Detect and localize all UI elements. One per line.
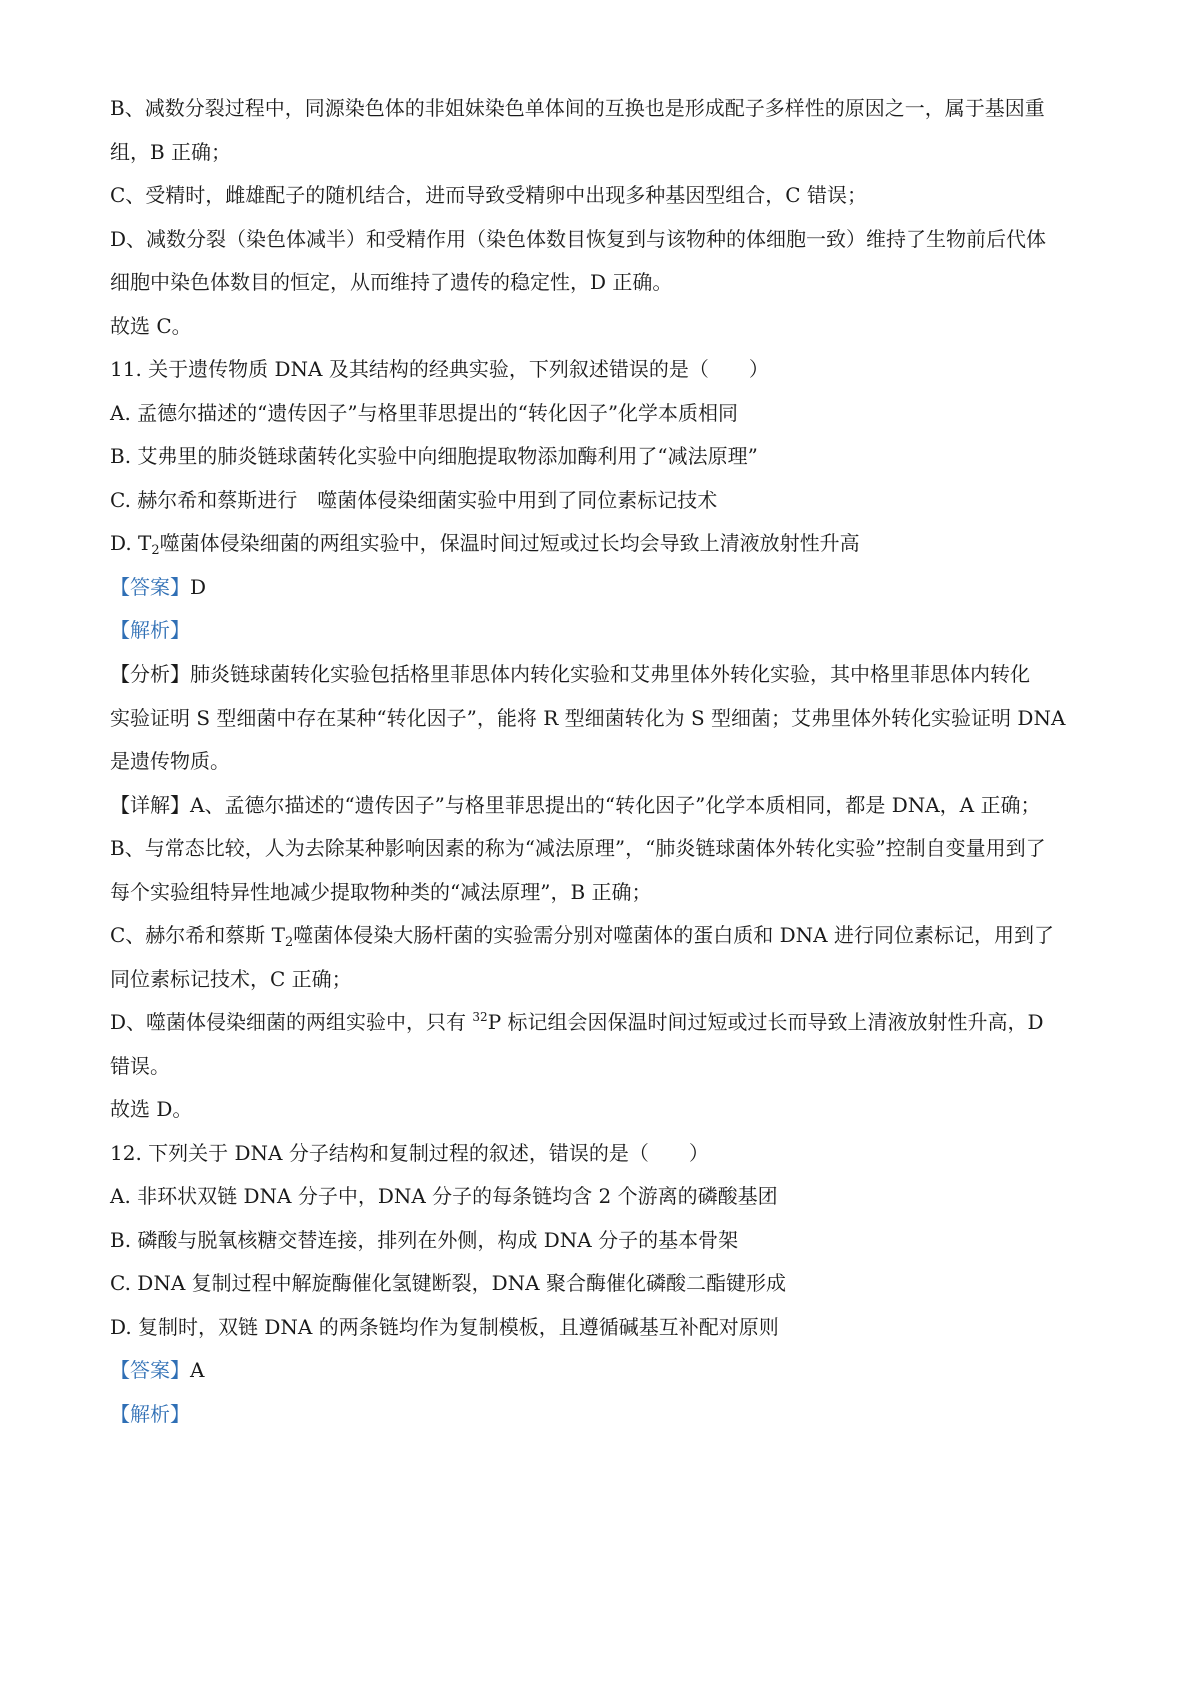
- q12-jiexi-tag: 【解析】: [110, 1402, 190, 1426]
- q11-detail-d-text: P 标记组会因保温时间过短或过长而导致上清液放射性升高，D: [487, 1010, 1044, 1034]
- q11-answer-tag: 【答案】: [110, 575, 190, 599]
- q11-analysis-line2: 实验证明 S 型细菌中存在某种“转化因子”，能将 R 型细菌转化为 S 型细菌；艾弗里体外转化实验证明 DNA: [110, 706, 1066, 730]
- q11-detail-b-line2: 每个实验组特异性地减少提取物种类的“减法原理”，B 正确；: [110, 880, 652, 904]
- q11-detail-c-prefix: C、赫尔希和蔡斯 T: [110, 923, 285, 947]
- q11-choose: 故选 D。: [110, 1097, 193, 1121]
- q11-jiexi-tag: 【解析】: [110, 618, 190, 642]
- q11-detail-d-prefix: D、噬菌体侵染细菌的两组实验中，只有: [110, 1010, 473, 1034]
- q11-answer: [110, 574, 206, 600]
- q11-stem: 11. 关于遗传物质 DNA 及其结构的经典实验，下列叙述错误的是（ ）: [110, 357, 769, 381]
- q11-answer-value: D: [190, 575, 207, 599]
- prev-option-b-line2: 组，B 正确；: [110, 140, 232, 164]
- q12-option-d: D. 复制时，双链 DNA 的两条链均作为复制模板，且遵循碱基互补配对原则: [110, 1315, 779, 1339]
- q11-analysis-line1: 【分析】肺炎链球菌转化实验包括格里菲思体内转化实验和艾弗里体外转化实验，其中格里菲思体内转化: [110, 662, 1030, 686]
- q11-detail-c-line1: [110, 922, 1054, 948]
- q12-option-b: B. 磷酸与脱氧核糖交替连接，排列在外侧，构成 DNA 分子的基本骨架: [110, 1228, 739, 1252]
- q11-detail-d-superscript: 32: [472, 1010, 488, 1024]
- q12-option-c: C. DNA 复制过程中解旋酶催化氢键断裂，DNA 聚合酶催化磷酸二酯键形成: [110, 1271, 786, 1295]
- prev-option-b-line1: B、减数分裂过程中，同源染色体的非姐妹染色单体间的互换也是形成配子多样性的原因之一，属于基因重: [110, 96, 1045, 120]
- q11-detail-b-line1: B、与常态比较，人为去除某种影响因素的称为“减法原理”，“肺炎链球菌体外转化实验”控制自变量用到了: [110, 836, 1046, 860]
- q11-option-d: [110, 530, 860, 556]
- prev-option-d-line2: 细胞中染色体数目的恒定，从而维持了遗传的稳定性，D 正确。: [110, 270, 673, 294]
- q11-detail-a: 【详解】A、孟德尔描述的“遗传因子”与格里菲思提出的“转化因子”化学本质相同，都是 DNA，A 正确；: [110, 793, 1041, 817]
- q12-answer: [110, 1357, 204, 1383]
- q12-stem: 12. 下列关于 DNA 分子结构和复制过程的叙述，错误的是（ ）: [110, 1141, 709, 1165]
- q12-option-a: A. 非环状双链 DNA 分子中，DNA 分子的每条链均含 2 个游离的磷酸基团: [110, 1184, 778, 1208]
- q11-option-d-prefix: D. T: [110, 531, 152, 555]
- prev-choose: 故选 C。: [110, 314, 192, 338]
- q11-option-a: A. 孟德尔描述的“遗传因子”与格里菲思提出的“转化因子”化学本质相同: [110, 401, 739, 425]
- q12-answer-value: A: [190, 1358, 205, 1382]
- q12-answer-tag: 【答案】: [110, 1358, 190, 1382]
- prev-option-c: C、受精时，雌雄配子的随机结合，进而导致受精卵中出现多种基因型组合，C 错误；: [110, 183, 867, 207]
- q11-detail-d-line2: 错误。: [110, 1054, 170, 1078]
- q11-option-b: B. 艾弗里的肺炎链球菌转化实验中向细胞提取物添加酶利用了“减法原理”: [110, 444, 758, 468]
- q11-option-d-subscript: 2: [151, 543, 160, 558]
- q11-option-d-text: 噬菌体侵染细菌的两组实验中，保温时间过短或过长均会导致上清液放射性升高: [159, 531, 860, 555]
- q11-detail-c-subscript: 2: [285, 935, 294, 950]
- q11-detail-d-line1: [110, 1009, 1044, 1035]
- q11-analysis-line3: 是遗传物质。: [110, 749, 230, 773]
- prev-option-d-line1: D、减数分裂（染色体减半）和受精作用（染色体数目恢复到与该物种的体细胞一致）维持了生物前后代体: [110, 227, 1047, 251]
- q11-option-c: C. 赫尔希和蔡斯进行 噬菌体侵染细菌实验中用到了同位素标记技术: [110, 488, 718, 512]
- q11-detail-c-line2: 同位素标记技术，C 正确；: [110, 967, 352, 991]
- q11-detail-c-text: 噬菌体侵染大肠杆菌的实验需分别对噬菌体的蛋白质和 DNA 进行同位素标记，用到了: [293, 923, 1054, 947]
